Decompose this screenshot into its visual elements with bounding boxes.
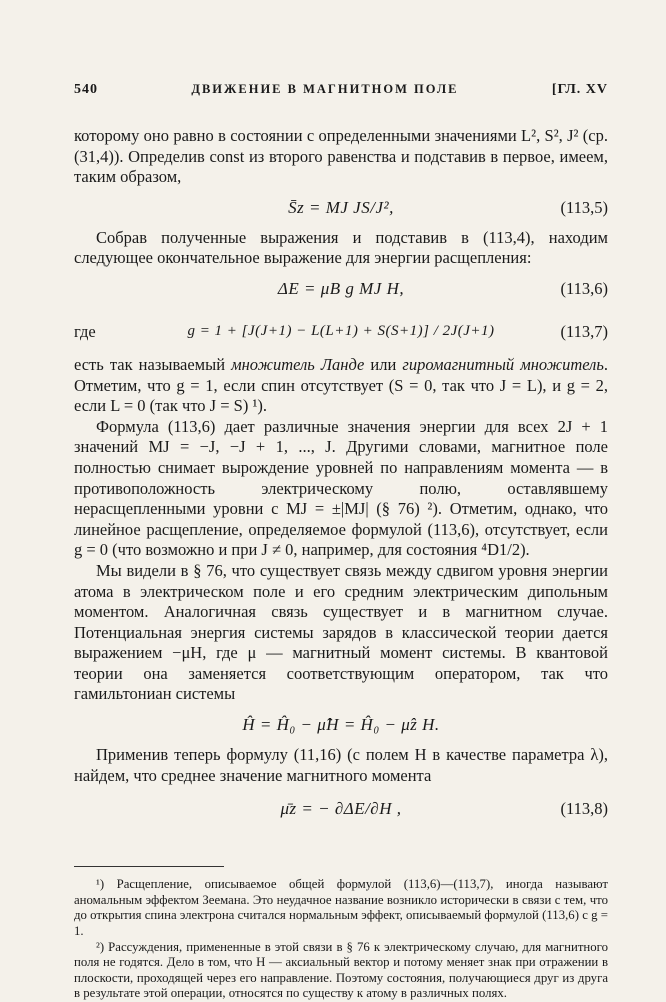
chapter-label: [ГЛ. XV [551,82,608,97]
equation-113-6 [74,269,608,309]
paragraph-4: Формула (113,6) дает различные значения энергии для всех 2J + 1 значений MJ = −J, −J + 1, ..., J. Другими словами, магнитное поле полностью снимает вырождение уровней по направлениям момента — в противоположность электрическому полю, оставлявшему нерасщепленными уровни с MJ = ±|MJ| (§ 76) ²). Отметим, однако, что линейное расщепление, определяемое формулой (113,6), отсутствует, если g = 0 (что возможно и при J ≠ 0, например, для состояния ⁴D1/2). [74,416,608,560]
equation-113-5 [74,188,608,228]
equation-113-8 [74,786,608,832]
equation-label: где [74,321,96,341]
equation-formula: ΔE = μB g MJ H, [277,278,405,298]
equation-number: (113,8) [560,799,608,819]
equation-hamiltonian [74,705,608,745]
paragraph-1: которому оно равно в состоянии с определенными значениями L², S², J² (ср. (31,4)). Определив const из второго равенства и подставив в первое, имеем, таким образом, [74,126,608,187]
footnote-divider [74,866,224,867]
running-header [74,82,608,98]
page-number: 540 [74,82,98,97]
equation-113-7 [74,309,608,355]
equation-formula: Ĥ = Ĥ₀ − μ̂H = Ĥ₀ − μ̂z H. [242,715,440,735]
paragraph-6: Применив теперь формулу (11,16) (с полем H в качестве параметра λ), найдем, что среднее значение магнитного момента [74,745,608,785]
paragraph-5: Мы видели в § 76, что существует связь между сдвигом уровня энергии атома в электрическом поле и его средним электрическим дипольным моментом. Аналогичная связь существует и в магнитном случае. Потенциальная энергия системы зарядов в классической теории дается выражением −μH, где μ — магнитный момент системы. В квантовой теории она заменяется соответствующим оператором, так что гамильтониан системы [74,560,608,704]
paragraph-2: Собрав полученные выражения и подставив в (113,4), находим следующее окончательное выражение для энергии расщепления: [74,227,608,268]
running-title: ДВИЖЕНИЕ В МАГНИТНОМ ПОЛЕ [191,82,459,96]
paragraph-3: есть так называемый множитель Ланде или гиромагнитный множитель. Отметим, что g = 1, если спин отсутствует (S = 0, так что J = L), и g = 2, если L = 0 (так что J = S) ¹). [74,354,609,416]
equation-formula: S̄z = MJ JS/J², [288,197,394,217]
equation-number: (113,6) [560,278,608,298]
footnote-2: ²) Рассуждения, примененные в этой связи в § 76 к электрическому случаю, для магнитного поля не годятся. Дело в том, что H — аксиальный вектор и потому меняет знак при отражении в плоскости, проходящей через его направление. Поэтому состояния, получающиеся друг из друга в результате этой операции, относятся по существу к атому в различных полях. [74,939,608,1001]
equation-formula: g = 1 + [J(J+1) − L(L+1) + S(S+1)] / 2J(J+1) [187,323,495,340]
book-page [74,82,608,1002]
term-lande-factor: множитель Ланде [231,354,365,374]
equation-number: (113,5) [560,197,608,217]
term-gyromagnetic-factor: гиромагнитный множитель [402,354,604,374]
footnote-1: ¹) Расщепление, описываемое общей формулой (113,6)—(113,7), иногда называют аномальным эффектом Зеемана. Это неудачное название возникло исторически в связи с тем, что до открытия спина электрона считался нормальным эффект, описываемый формулой (113,6) с g = 1. [74,877,608,939]
equation-formula: μ̄z = − ∂ΔE/∂H , [280,799,402,819]
equation-number: (113,7) [560,321,608,341]
